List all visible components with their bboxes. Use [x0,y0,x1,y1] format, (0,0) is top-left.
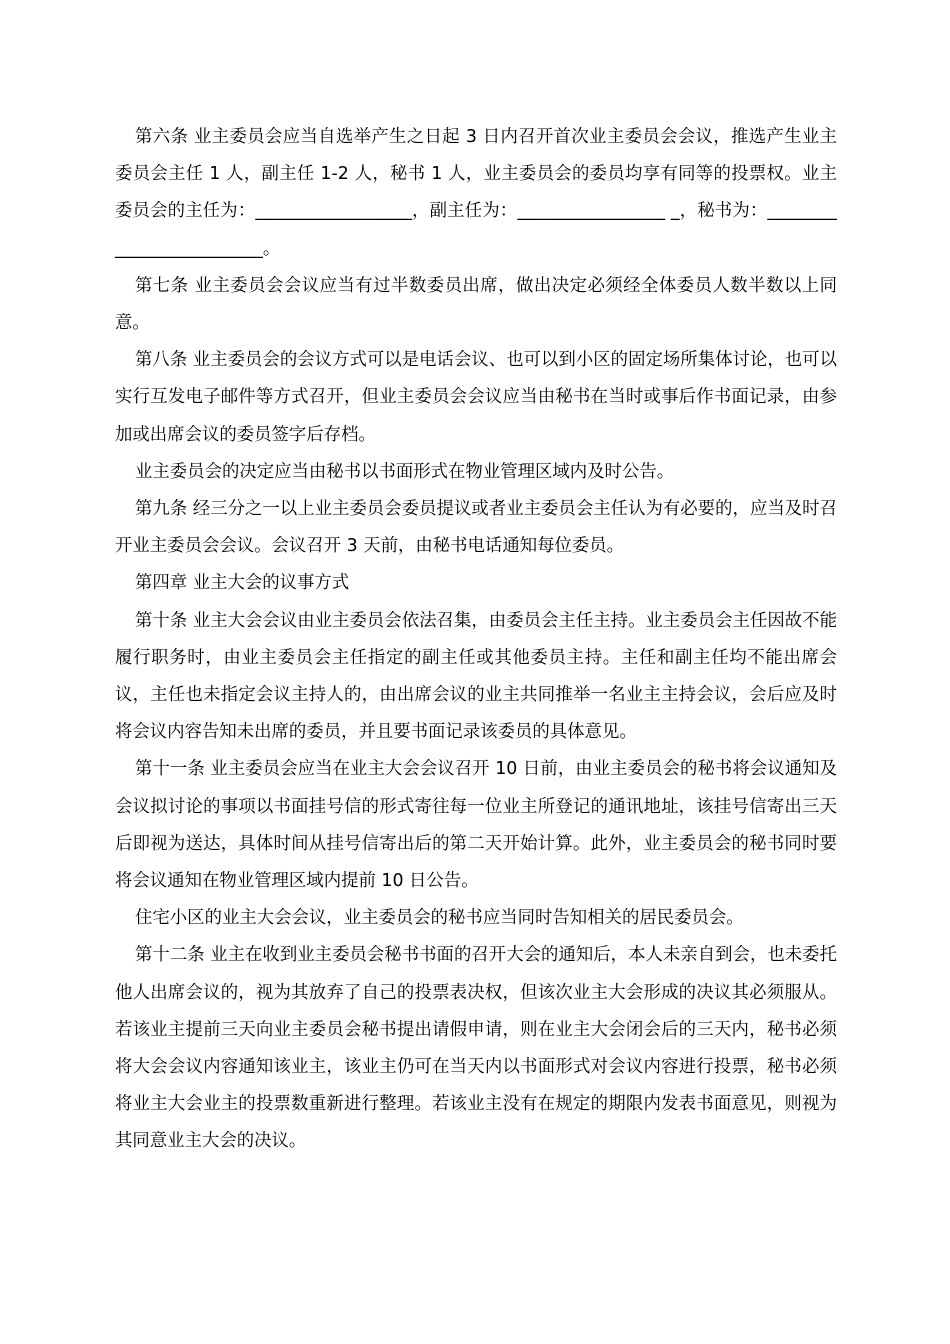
document-body [115,119,837,1161]
article-7-paragraph: 第七条 业主委员会会议应当有过半数委员出席，做出决定必须经全体委员人数半数以上同意。 [115,275,837,334]
article-6-paragraph: 第六条 业主委员会应当自选举产生之日起 3 日内召开首次业主委员会会议，推选产生业主委员会主任 1 人，副主任 1-2 人，秘书 1 人，业主委员会的委员均享有同等的投票权。业主委员会的主任为：__________________，副主任为：_________________ _，秘书为：_________________________。 [115,127,837,259]
article-8-paragraph: 第八条 业主委员会的会议方式可以是电话会议、也可以到小区的固定场所集体讨论，也可以实行互发电子邮件等方式召开，但业主委员会会议应当由秘书在当时或事后作书面记录，由参加或出席会议的委员签字后存档。 [115,350,837,445]
article-12-paragraph: 第十二条 业主在收到业主委员会秘书书面的召开大会的通知后，本人未亲自到会，也未委托他人出席会议的，视为其放弃了自己的投票表决权，但该次业主大会形成的决议其必须服从。若该业主提前三天向业主委员会秘书提出请假申请，则在业主大会闭会后的三天内，秘书必须将大会会议内容通知该业主，该业主仍可在当天内以书面形式对会议内容进行投票，秘书必须将业主大会业主的投票数重新进行整理。若该业主没有在规定的期限内发表书面意见，则视为其同意业主大会的决议。 [115,945,837,1152]
article-11-paragraph: 第十一条 业主委员会应当在业主大会会议召开 10 日前，由业主委员会的秘书将会议通知及会议拟讨论的事项以书面挂号信的形式寄往每一位业主所登记的通讯地址，该挂号信寄出三天后即视为送达，具体时间从挂号信寄出后的第二天开始计算。此外，业主委员会的秘书同时要将会议通知在物业管理区域内提前 10 日公告。 [115,759,837,892]
residential-notice-paragraph: 住宅小区的业主大会会议，业主委员会的秘书应当同时告知相关的居民委员会。 [135,908,744,929]
chapter-4-heading: 第四章 业主大会的议事方式 [135,573,350,594]
committee-decision-paragraph: 业主委员会的决定应当由秘书以书面形式在物业管理区域内及时公告。 [135,461,675,482]
article-10-paragraph: 第十条 业主大会会议由业主委员会依法召集，由委员会主任主持。业主委员会主任因故不能履行职务时，由业主委员会主任指定的副主任或其他委员主持。主任和副主任均不能出席会议，主任也未指定会议主持人的，由出席会议的业主共同推举一名业主主持会议，会后应及时将会议内容告知未出席的委员，并且要书面记录该委员的具体意见。 [115,610,837,743]
article-9-paragraph: 第九条 经三分之一以上业主委员会委员提议或者业主委员会主任认为有必要的，应当及时召开业主委员会会议。会议召开 3 天前，由秘书电话通知每位委员。 [115,499,837,557]
